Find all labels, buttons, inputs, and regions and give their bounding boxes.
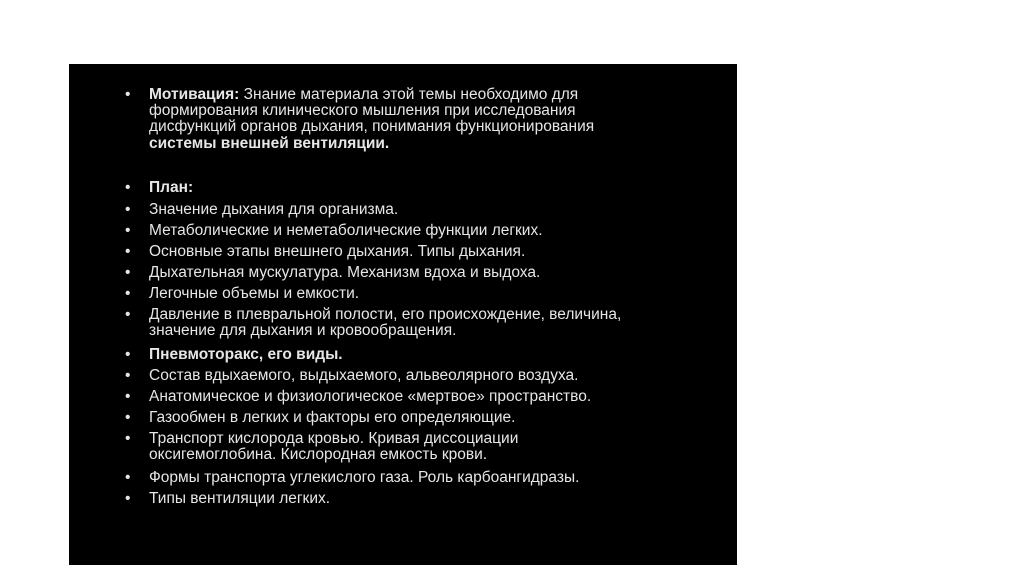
- plan-item-text: Формы транспорта углекислого газа. Роль карбоангидразы.: [149, 469, 580, 486]
- slide: [69, 64, 737, 565]
- plan-item-text: Дыхательная мускулатура. Механизм вдоха и выдоха.: [149, 264, 541, 281]
- plan-item-text: Анатомическое и физиологическое «мертвое» пространство.: [149, 388, 592, 405]
- bullet: •: [125, 409, 131, 426]
- plan-item-text: Пневмоторакс, его виды.: [149, 346, 343, 363]
- plan-item-text: Метаболические и неметаболические функции легких.: [149, 222, 543, 239]
- plan-item-text: Типы вентиляции легких.: [149, 490, 331, 507]
- plan-item-text: Давление в плевральной полости, его происхождение, величина,: [149, 306, 622, 323]
- plan-item-text: Транспорт кислорода кровью. Кривая диссоциации: [149, 430, 519, 447]
- bullet: •: [125, 346, 131, 363]
- bullet: •: [125, 86, 131, 103]
- plan-item-text: Легочные объемы и емкости.: [149, 285, 360, 302]
- bullet: •: [125, 201, 131, 218]
- bullet: •: [125, 306, 131, 323]
- motivation-line-3: дисфункций органов дыхания, понимания функционирования: [149, 118, 595, 135]
- motivation-line-1: Знание материала этой темы необходимо для: [243, 86, 579, 103]
- bullet: •: [125, 469, 131, 486]
- bullet: •: [125, 285, 131, 302]
- bullet: •: [125, 243, 131, 260]
- motivation-line-2: формирования клинического мышления при исследования: [149, 102, 576, 119]
- bullet: •: [125, 430, 131, 447]
- motivation-label: Мотивация:: [149, 86, 240, 103]
- plan-item-text: Газообмен в легких и факторы его определяющие.: [149, 409, 516, 426]
- plan-heading: План:: [149, 179, 194, 196]
- motivation-bold-line: системы внешней вентиляции.: [149, 135, 390, 152]
- plan-item-text: Основные этапы внешнего дыхания. Типы дыхания.: [149, 243, 526, 260]
- bullet: •: [125, 264, 131, 281]
- bullet: •: [125, 388, 131, 405]
- plan-item-text: Значение дыхания для организма.: [149, 201, 399, 218]
- bullet: •: [125, 367, 131, 384]
- bullet: •: [125, 179, 131, 196]
- bullet: •: [125, 222, 131, 239]
- plan-item-text-cont: значение для дыхания и кровообращения.: [149, 322, 457, 339]
- bullet: •: [125, 490, 131, 507]
- plan-item-text-cont: оксигемоглобина. Кислородная емкость крови.: [149, 446, 488, 463]
- plan-item-text: Состав вдыхаемого, выдыхаемого, альвеолярного воздуха.: [149, 367, 579, 384]
